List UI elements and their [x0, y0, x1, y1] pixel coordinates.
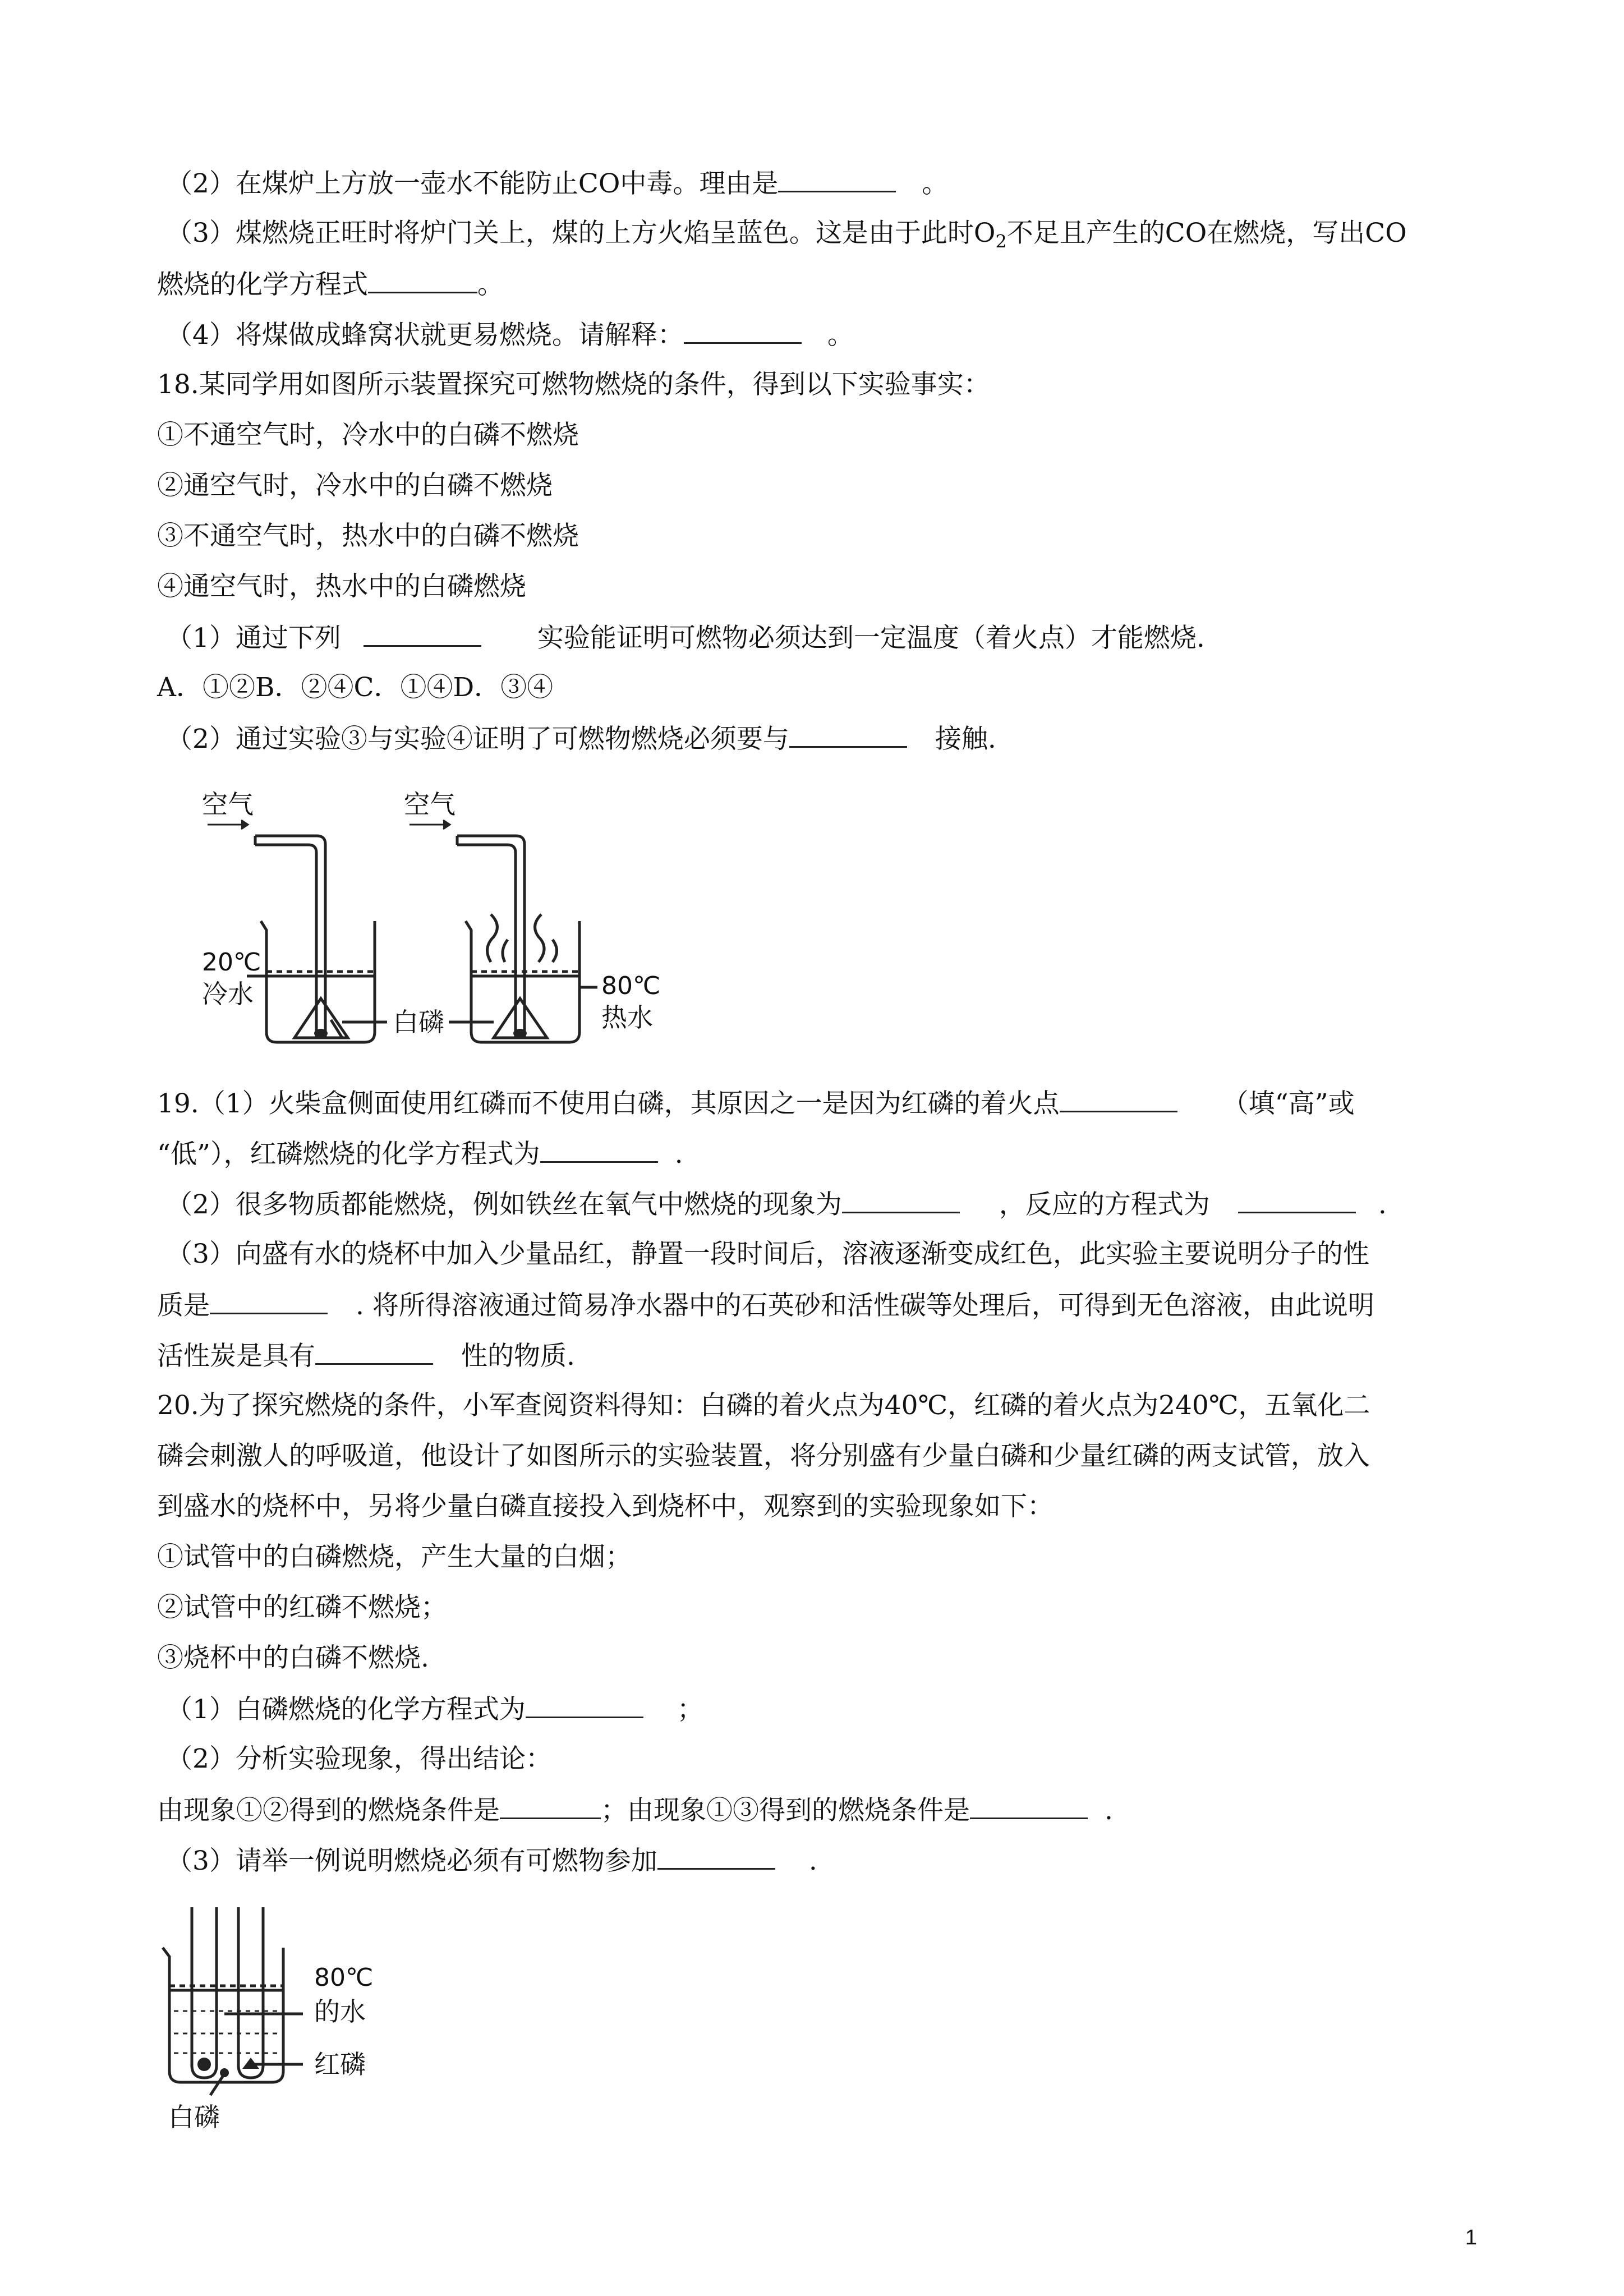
q19-part3-cont2: 活性炭是具有 性的物质.: [157, 1338, 575, 1373]
answer-blank[interactable]: [778, 166, 896, 192]
q20-part2: （2）分析实验现象，得出结论：: [166, 1743, 552, 1774]
q19-part1: 19.（1）火柴盒侧面使用红磷而不使用白磷，其原因之一是因为红磷的着火点 （填“高”或: [157, 1086, 1355, 1121]
q20-stem-1: 20.为了探究燃烧的条件，小军查阅资料得知：白磷的着火点为40℃，红磷的着火点为240℃，五氧化二: [157, 1390, 1370, 1421]
fig-label-temp: 80℃: [314, 1963, 374, 1992]
fig-label-temp-left: 20℃: [202, 948, 261, 977]
fig-label-air-left: 空气: [202, 791, 254, 820]
q17-part3-cont: 燃烧的化学方程式 。: [157, 267, 504, 302]
q19-part3: （3）向盛有水的烧杯中加入少量品红，静置一段时间后，溶液逐渐变成红色，此实验主要说明分子的性: [166, 1239, 1369, 1269]
fig-label-water-right: 热水: [601, 1002, 653, 1033]
q18-fact-1: ①不通空气时，冷水中的白磷不燃烧: [157, 420, 579, 450]
answer-blank[interactable]: [657, 1843, 775, 1870]
answer-blank[interactable]: [210, 1288, 328, 1314]
answer-blank[interactable]: [789, 721, 907, 748]
q18-fact-2: ②通空气时，冷水中的白磷不燃烧: [157, 470, 553, 501]
answer-blank[interactable]: [684, 318, 802, 344]
q20-stem-2: 磷会刺激人的呼吸道，他设计了如图所示的实验装置，将分别盛有少量白磷和少量红磷的两支试管，放入: [157, 1441, 1370, 1471]
q17-part2: （2）在煤炉上方放一壶水不能防止CO中毒。理由是 。: [166, 166, 948, 201]
q17-part3: （3）煤燃烧正旺时将炉门关上，煤的上方火焰呈蓝色。这是由于此时$O_2$不足且产生的CO在燃烧，写出CO: [166, 218, 1407, 252]
fig-label-white-phosphorus: 白磷: [168, 2102, 220, 2132]
fig-label-phosphorus: 白磷: [393, 1007, 444, 1037]
q20-stem-3: 到盛水的烧杯中，另将少量白磷直接投入到烧杯中，观察到的实验现象如下：: [157, 1491, 1053, 1522]
q20-apparatus-figure: [157, 1902, 426, 2160]
q18-options: A．①②B．②④C．①④D．③④: [157, 672, 554, 703]
q19-part3-cont: 质是 . 将所得溶液通过简易净水器中的石英砂和活性碳等处理后，可得到无色溶液，由此说明: [157, 1288, 1374, 1323]
answer-blank[interactable]: [970, 1793, 1088, 1819]
q18-part1: （1）通过下列 实验能证明可燃物必须达到一定温度（着火点）才能燃烧.: [166, 620, 1205, 655]
answer-blank[interactable]: [1238, 1187, 1356, 1213]
fig-label-temp-right: 80℃: [601, 972, 661, 1000]
answer-blank[interactable]: [540, 1137, 658, 1163]
q20-obs-1: ①试管中的白磷燃烧，产生大量的白烟；: [157, 1542, 632, 1572]
q20-obs-2: ②试管中的红磷不燃烧；: [157, 1592, 447, 1623]
answer-blank[interactable]: [368, 267, 477, 293]
page-number: 1: [1465, 2226, 1477, 2249]
fig-label-red-phosphorus: 红磷: [314, 2049, 366, 2079]
answer-blank[interactable]: [842, 1187, 960, 1213]
fig-label-water-left: 冷水: [202, 979, 254, 1009]
q20-part2-cont: 由现象①②得到的燃烧条件是 ；由现象①③得到的燃烧条件是 .: [157, 1793, 1113, 1828]
answer-blank[interactable]: [500, 1793, 601, 1819]
q18-part2: （2）通过实验③与实验④证明了可燃物燃烧必须要与 接触.: [166, 721, 996, 756]
q19-part2: （2）很多物质都能燃烧，例如铁丝在氧气中燃烧的现象为 ，反应的方程式为 .: [166, 1187, 1387, 1222]
q17-part4: （4）将煤做成蜂窝状就更易燃烧。请解释： 。: [166, 318, 854, 352]
q19-part1-cont: “低”），红磷燃烧的化学方程式为 .: [157, 1137, 683, 1171]
q20-part1: （1）白磷燃烧的化学方程式为 ；: [166, 1692, 703, 1727]
answer-blank[interactable]: [364, 620, 481, 647]
answer-blank[interactable]: [315, 1338, 433, 1365]
q18-fact-3: ③不通空气时，热水中的白磷不燃烧: [157, 521, 579, 551]
answer-blank[interactable]: [1060, 1086, 1177, 1112]
q18-fact-4: ④通空气时，热水中的白磷燃烧: [157, 571, 526, 602]
q20-obs-3: ③烧杯中的白磷不燃烧.: [157, 1642, 429, 1673]
fig-label-air-right: 空气: [404, 791, 456, 820]
fig-label-water: 的水: [314, 1996, 366, 2027]
q20-part3: （3）请举一例说明燃烧必须有可燃物参加 .: [166, 1843, 817, 1878]
q18-apparatus-figure: [202, 791, 707, 1049]
q18-stem: 18.某同学用如图所示装置探究可燃物燃烧的条件，得到以下实验事实：: [157, 369, 990, 400]
answer-blank[interactable]: [526, 1692, 643, 1718]
